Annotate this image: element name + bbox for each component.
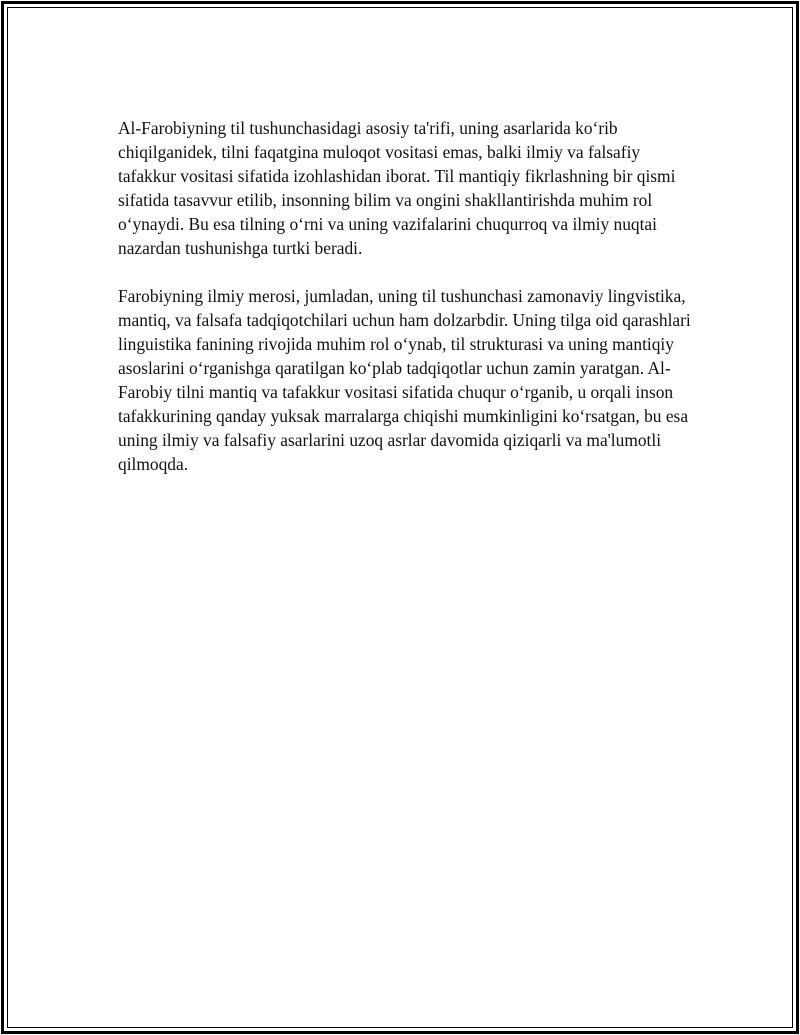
paragraph-1: Al-Farobiyning til tushunchasidagi asosiy ta'rifi, uning asarlarida ko‘rib chiqilganidek, tilni faqatgina muloqot vositasi emas, balki ilmiy va falsafiy tafakkur vositasi sifatida izohlashidan iborat. Til mantiqiy fikrlashning bir qismi sifatida tasavvur etilib, insonning bilim va ongini shakllantirishda muhim rol o‘ynaydi. Bu esa tilning o‘rni va uning vazifalarini chuqurroq va ilmiy nuqtai nazardan tushunishga turtki beradi. [118,118,676,258]
document-body [118,116,698,500]
paragraph-2: Farobiyning ilmiy merosi, jumladan, uning til tushunchasi zamonaviy lingvistika, mantiq, va falsafa tadqiqotchilari uchun ham dolzarbdir. Uning tilga oid qarashlari linguistika fanining rivojida muhim rol o‘ynab, til strukturasi va uning mantiqiy asoslarini o‘rganishga qaratilgan ko‘plab tadqiqotlar uchun zamin yaratgan. Al-Farobiy tilni mantiq va tafakkur vositasi sifatida chuqur o‘rganib, u orqali inson tafakkurining qanday yuksak marralarga chiqishi mumkinligini ko‘rsatgan, bu esa uning ilmiy va falsafiy asarlarini uzoq asrlar davomida qiziqarli va ma'lumotli qilmoqda. [118,286,691,474]
